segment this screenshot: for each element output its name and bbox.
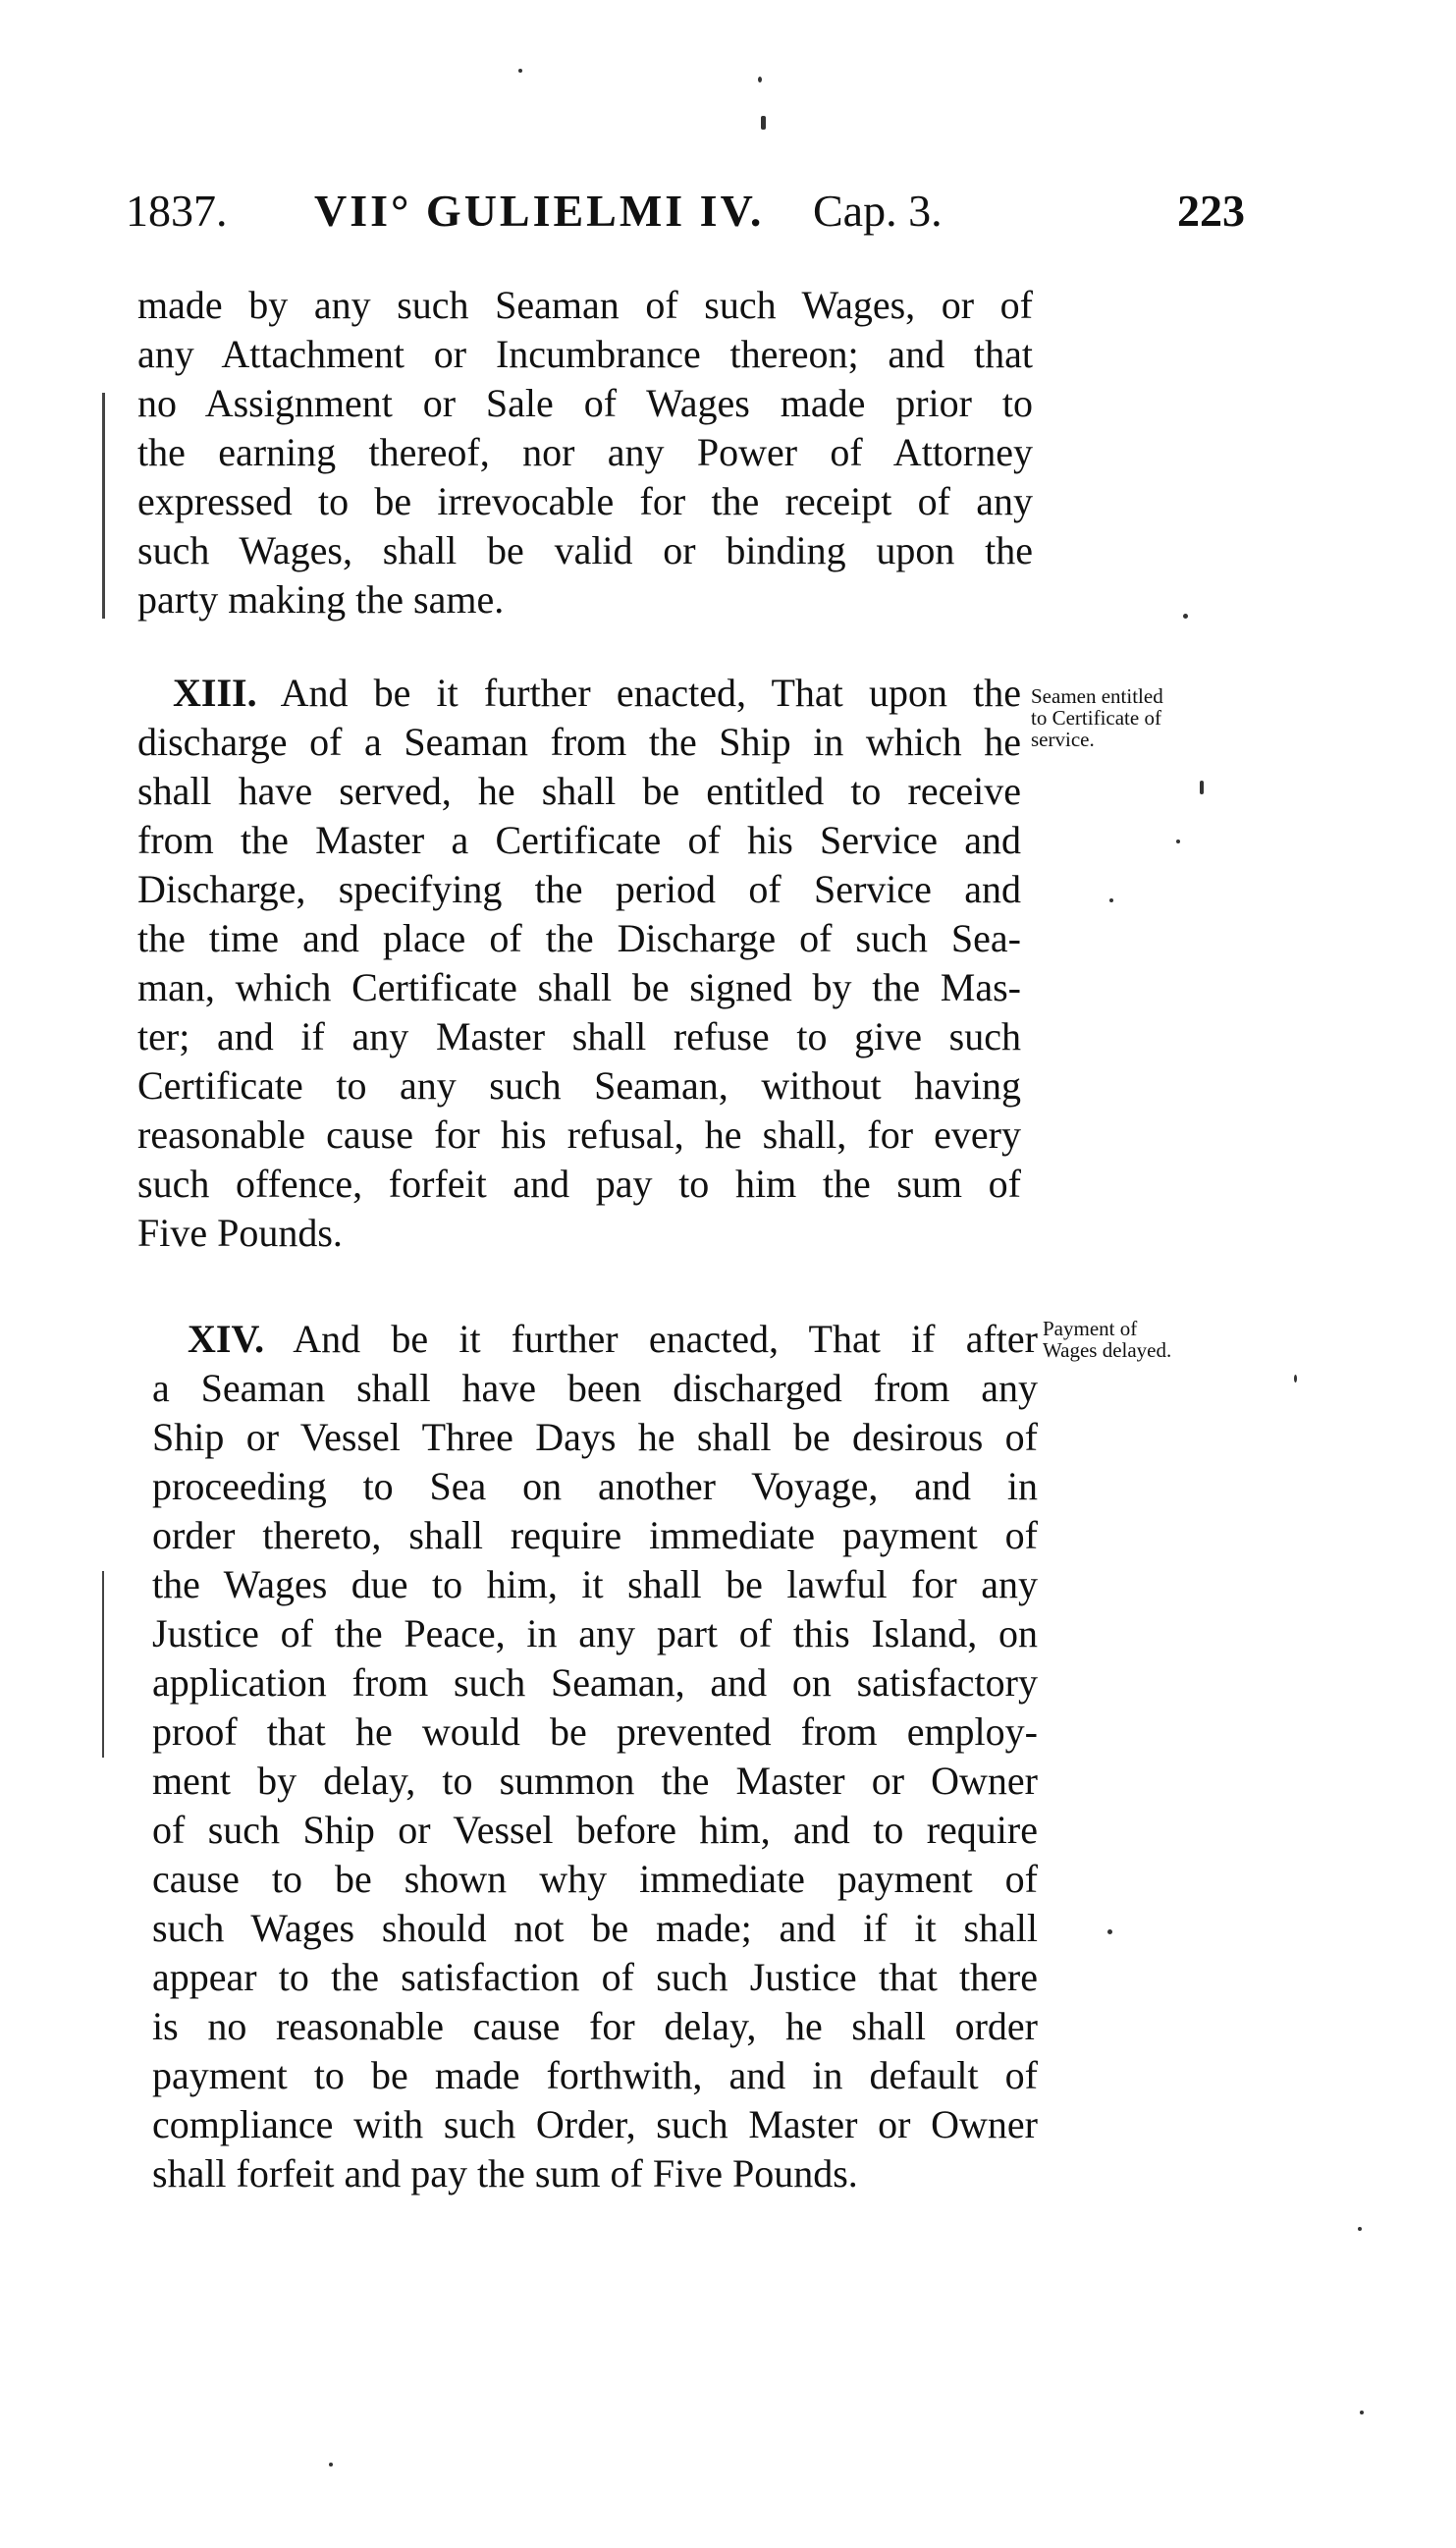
text-line: expressed to be irrevocable for the receipt of any — [137, 479, 1033, 523]
text-line: shall forfeit and pay the sum of Five Pounds. — [152, 2151, 858, 2196]
text-line: Ship or Vessel Three Days he shall be desirous of — [152, 1415, 1038, 1459]
marginal-note-line: service. — [1031, 728, 1095, 751]
text-line: such Wages should not be made; and if it shall — [152, 1906, 1038, 1950]
running-header — [126, 177, 1245, 245]
text-line: Discharge, specifying the period of Service and — [137, 867, 1021, 911]
text-line: order thereto, shall require immediate payment of — [152, 1513, 1038, 1557]
text-line: Justice of the Peace, in any part of this Island, on — [152, 1611, 1038, 1655]
scan-speck — [1107, 1929, 1112, 1934]
continuation-paragraph — [137, 281, 1033, 624]
text-line: payment to be made forthwith, and in default of — [152, 2053, 1038, 2097]
scan-speck — [1200, 781, 1204, 794]
text-line: shall have served, he shall be entitled to receive — [137, 769, 1021, 813]
text-line: And be it further enacted, That if after — [293, 1317, 1038, 1361]
section-first-line — [137, 669, 1021, 718]
text-line: the earning thereof, nor any Power of Attorney — [137, 430, 1033, 474]
text-line: proof that he would be prevented from employ- — [152, 1709, 1038, 1754]
section-xiii — [137, 669, 1021, 1258]
marginal-note-line: Seamen entitled — [1031, 684, 1163, 708]
scan-speck — [1109, 898, 1113, 902]
scan-speck — [761, 116, 766, 130]
scan-edge-mark — [102, 393, 105, 619]
text-line: man, which Certificate shall be signed by the Mas- — [137, 965, 1021, 1009]
section-number: XIV. — [188, 1317, 265, 1361]
text-line: compliance with such Order, such Master or Owner — [152, 2102, 1038, 2146]
text-line: any Attachment or Incumbrance thereon; and that — [137, 332, 1033, 376]
text-line: from the Master a Certificate of his Service and — [137, 818, 1021, 862]
text-line: such offence, forfeit and pay to him the sum of — [137, 1162, 1021, 1206]
section-first-line — [152, 1315, 1038, 1364]
scan-speck — [1294, 1375, 1297, 1382]
marginal-note-xiii — [1031, 685, 1163, 750]
marginal-note-xiv — [1043, 1318, 1171, 1361]
text-line: the Wages due to him, it shall be lawful for any — [152, 1562, 1038, 1606]
text-line: party making the same. — [137, 577, 505, 622]
scan-speck — [1358, 2227, 1362, 2231]
section-number: XIII. — [173, 671, 257, 715]
scan-speck — [329, 2463, 333, 2467]
text-line: proceeding to Sea on another Voyage, and in — [152, 1464, 1038, 1508]
scan-edge-mark — [102, 1571, 104, 1758]
header-title: VII° GULIELMI IV. — [314, 186, 765, 236]
scan-speck — [1176, 840, 1180, 843]
scan-speck — [758, 77, 762, 82]
scan-speck — [1360, 2411, 1364, 2414]
scan-speck — [518, 69, 522, 73]
text-line: a Seaman shall have been discharged from any — [152, 1366, 1038, 1410]
marginal-note-line: Wages delayed. — [1043, 1338, 1172, 1362]
header-year: 1837. — [126, 186, 228, 236]
text-line: Certificate to any such Seaman, without having — [137, 1063, 1021, 1108]
text-line: of such Ship or Vessel before him, and to require — [152, 1808, 1038, 1852]
text-line: reasonable cause for his refusal, he shall, for every — [137, 1112, 1021, 1157]
text-line: cause to be shown why immediate payment of — [152, 1857, 1038, 1901]
text-line: ter; and if any Master shall refuse to give such — [137, 1014, 1021, 1058]
marginal-note-line: Payment of — [1043, 1317, 1138, 1340]
text-line: discharge of a Seaman from the Ship in which he — [137, 720, 1021, 764]
header-chapter: Cap. 3. — [813, 186, 943, 236]
text-line: And be it further enacted, That upon the — [280, 671, 1021, 715]
text-line: ment by delay, to summon the Master or Owner — [152, 1759, 1038, 1803]
scan-speck — [1183, 614, 1188, 619]
text-line: Five Pounds. — [137, 1211, 343, 1255]
text-line: made by any such Seaman of such Wages, or of — [137, 283, 1033, 327]
text-line: such Wages, shall be valid or binding upon the — [137, 528, 1033, 572]
text-line: application from such Seaman, and on satisfactory — [152, 1660, 1038, 1705]
marginal-note-line: to Certificate of — [1031, 706, 1161, 730]
text-line: is no reasonable cause for delay, he shall order — [152, 2004, 1038, 2048]
page-number: 223 — [1177, 186, 1245, 236]
section-xiv — [152, 1315, 1038, 2198]
text-line: the time and place of the Discharge of such Sea- — [137, 916, 1021, 960]
text-line: no Assignment or Sale of Wages made prior to — [137, 381, 1033, 425]
text-line: appear to the satisfaction of such Justice that there — [152, 1955, 1038, 1999]
